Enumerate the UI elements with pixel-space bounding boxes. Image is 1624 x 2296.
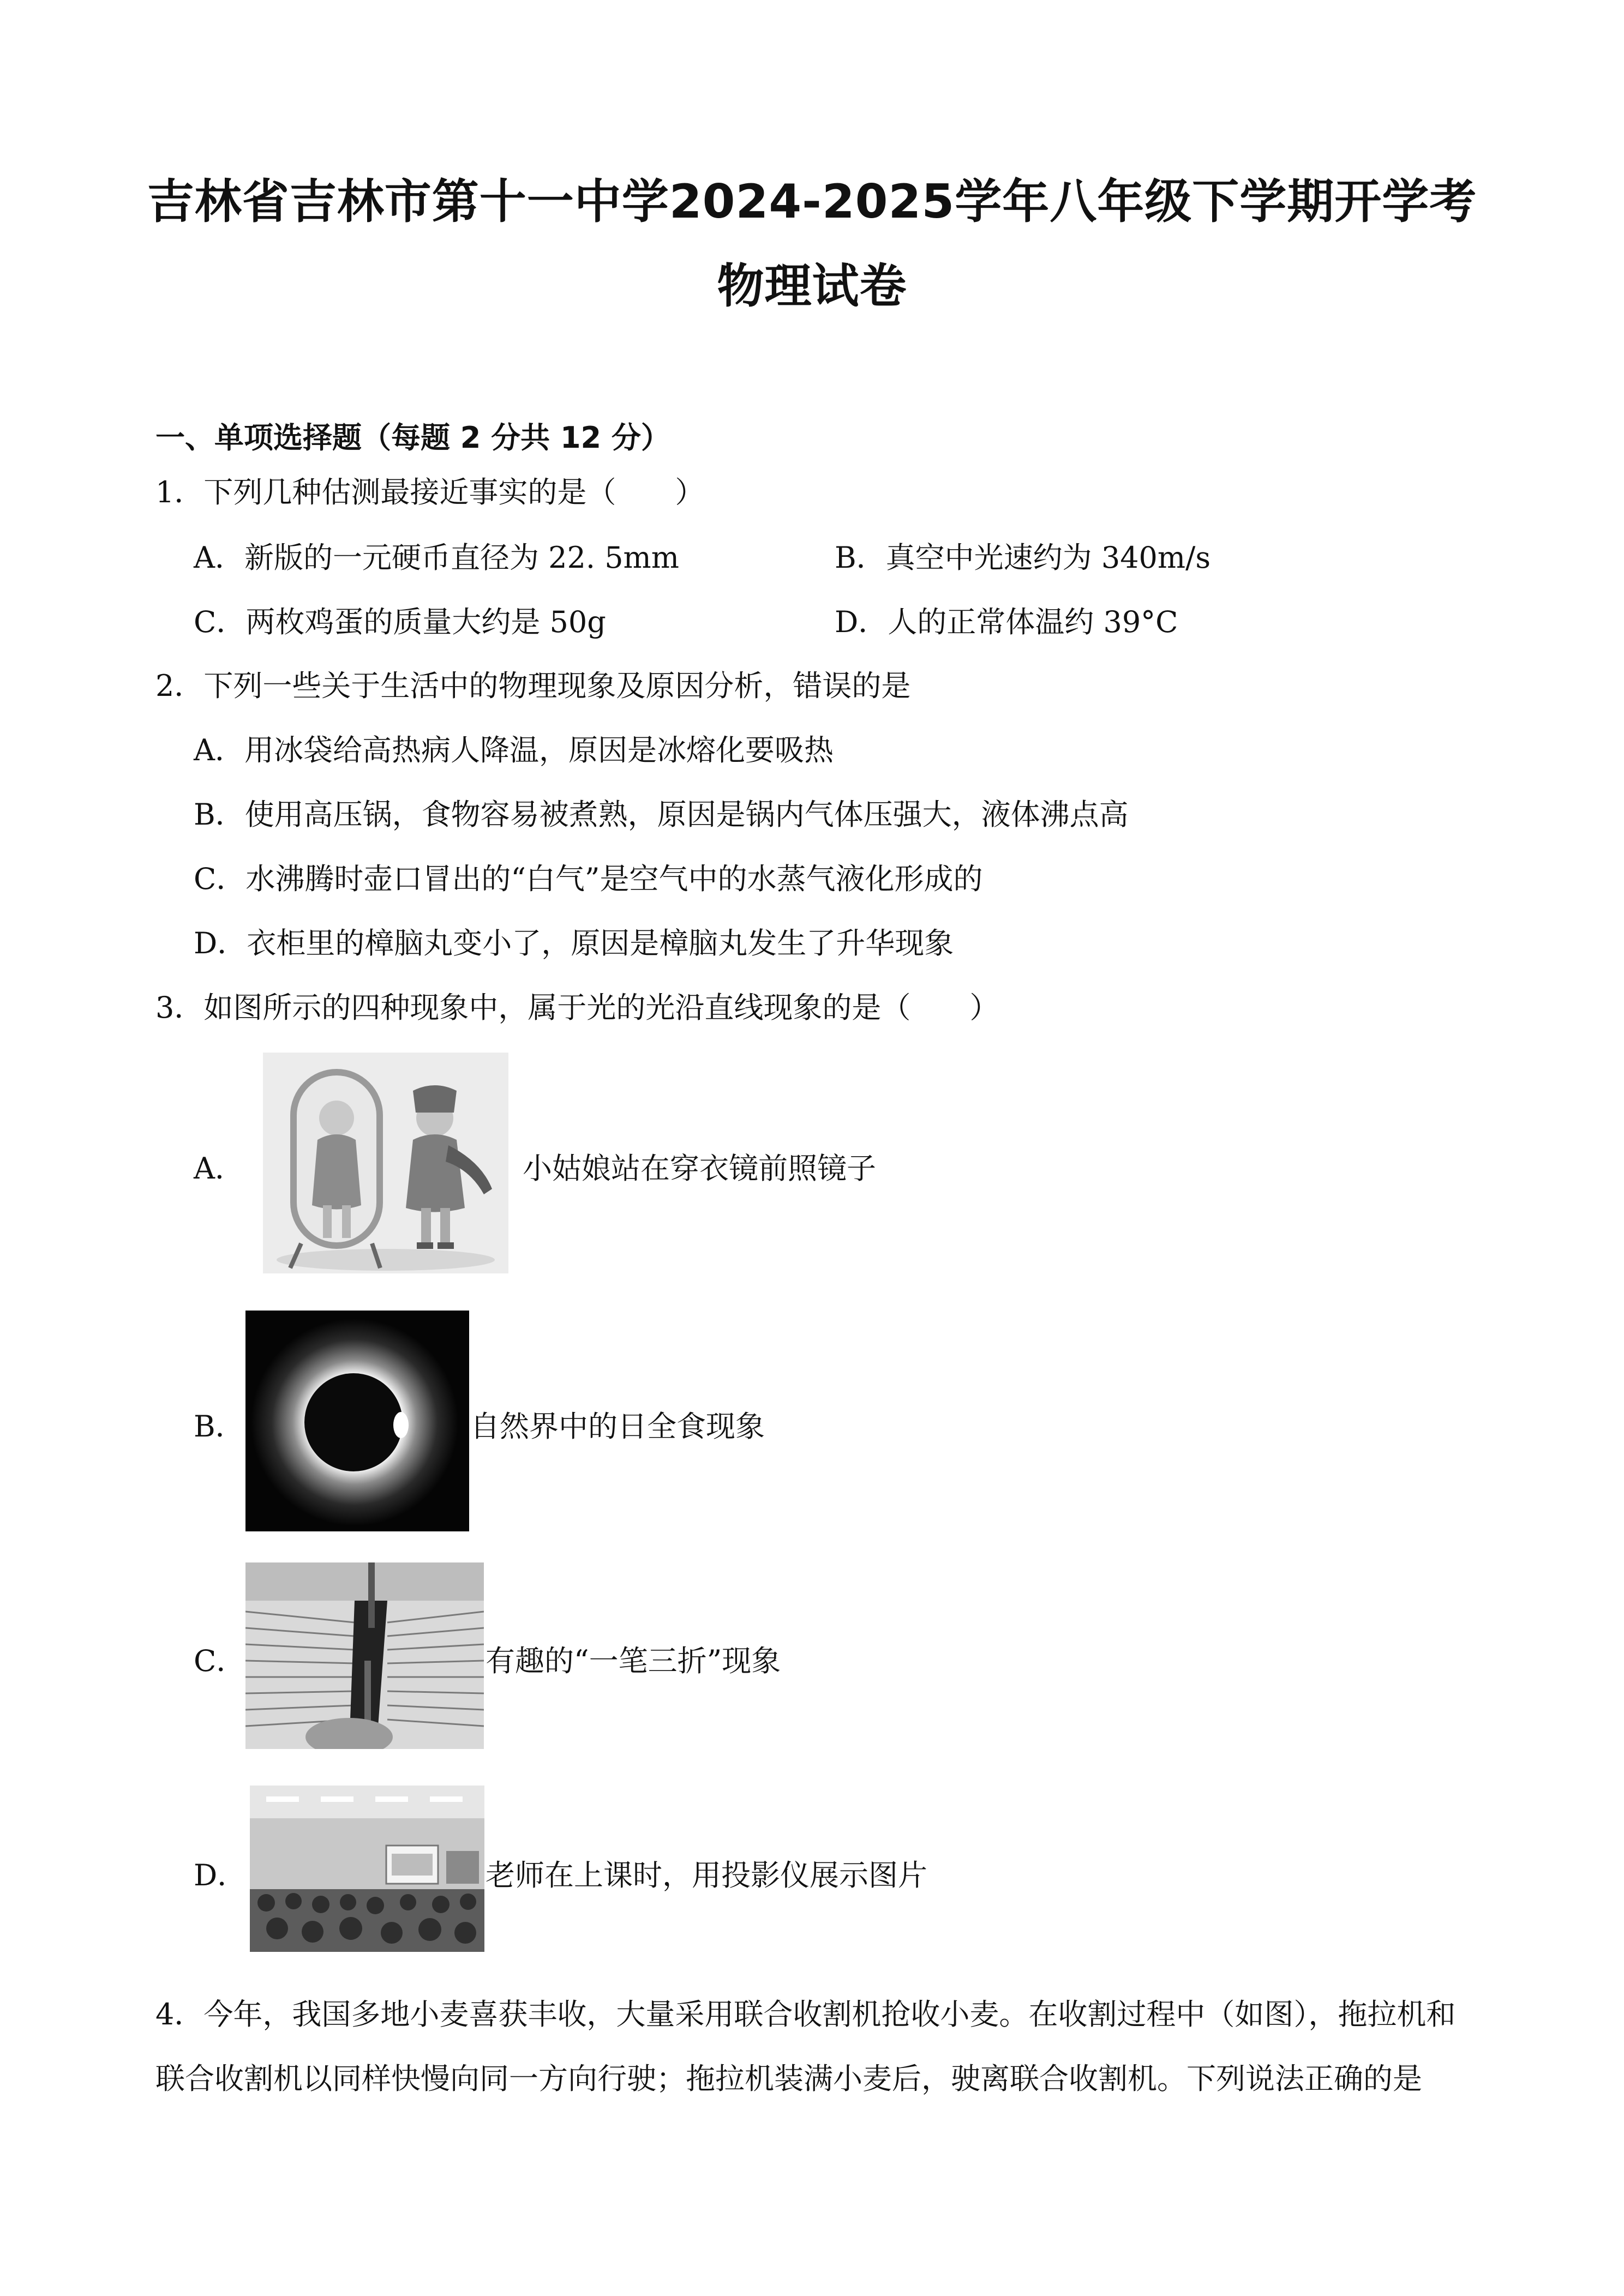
solar-eclipse-image [245, 1311, 469, 1531]
classroom-projector-image [250, 1786, 484, 1952]
q3-option-c-text: 有趣的“一笔三折”现象 [486, 1644, 781, 1678]
q2-option-a: A．用冰袋给高热病人降温，原因是冰熔化要吸热 [194, 733, 834, 767]
mirror-girl-image [263, 1053, 508, 1273]
q2-stem: 2．下列一些关于生活中的物理现象及原因分析，错误的是 [155, 669, 911, 703]
q2-option-d: D．衣柜里的樟脑丸变小了，原因是樟脑丸发生了升华现象 [194, 926, 954, 960]
exam-title-line1: 吉林省吉林市第十一中学2024-2025学年八年级下学期开学考 [147, 175, 1477, 229]
q3-option-d-text: 老师在上课时，用投影仪展示图片 [486, 1858, 927, 1892]
pencil-refraction-image [245, 1562, 484, 1749]
q3-stem: 3．如图所示的四种现象中，属于光的光沿直线现象的是（ ） [155, 990, 999, 1025]
q2-option-c: C．水沸腾时壶口冒出的“白气”是空气中的水蒸气液化形成的 [194, 862, 983, 896]
q4-stem-line2: 联合收割机以同样快慢向同一方向行驶；拖拉机装满小麦后，驶离联合收割机。下列说法正确的是 [155, 2061, 1422, 2096]
q3-option-d-label: D． [194, 1858, 247, 1892]
q4-stem [155, 1982, 1476, 2111]
exam-title-line2: 物理试卷 [717, 259, 907, 314]
q1-option-d: D．人的正常体温约 39°C [835, 605, 1178, 639]
section-heading: 一、单项选择题（每题 2 分共 12 分） [155, 420, 670, 455]
q3-option-a-text: 小姑娘站在穿衣镜前照镜子 [523, 1151, 876, 1186]
q3-option-b-text: 自然界中的日全食现象 [470, 1409, 765, 1444]
q1-option-c: C．两枚鸡蛋的质量大约是 50g [194, 605, 606, 639]
q3-option-c-label: C． [194, 1644, 246, 1678]
q3-option-b-label: B． [194, 1409, 245, 1444]
q2-option-b: B．使用高压锅，食物容易被煮熟，原因是锅内气体压强大，液体沸点高 [194, 797, 1129, 832]
q1-stem: 1．下列几种估测最接近事实的是（ ） [155, 475, 705, 509]
q4-stem-line1: 4．今年，我国多地小麦喜获丰收，大量采用联合收割机抢收小麦。在收割过程中（如图），拖拉机和 [155, 1997, 1456, 2031]
q1-option-a: A．新版的一元硬币直径为 22. 5mm [194, 540, 679, 575]
q1-option-b: B．真空中光速约为 340m/s [835, 540, 1211, 575]
q3-option-a-label: A． [194, 1151, 244, 1186]
